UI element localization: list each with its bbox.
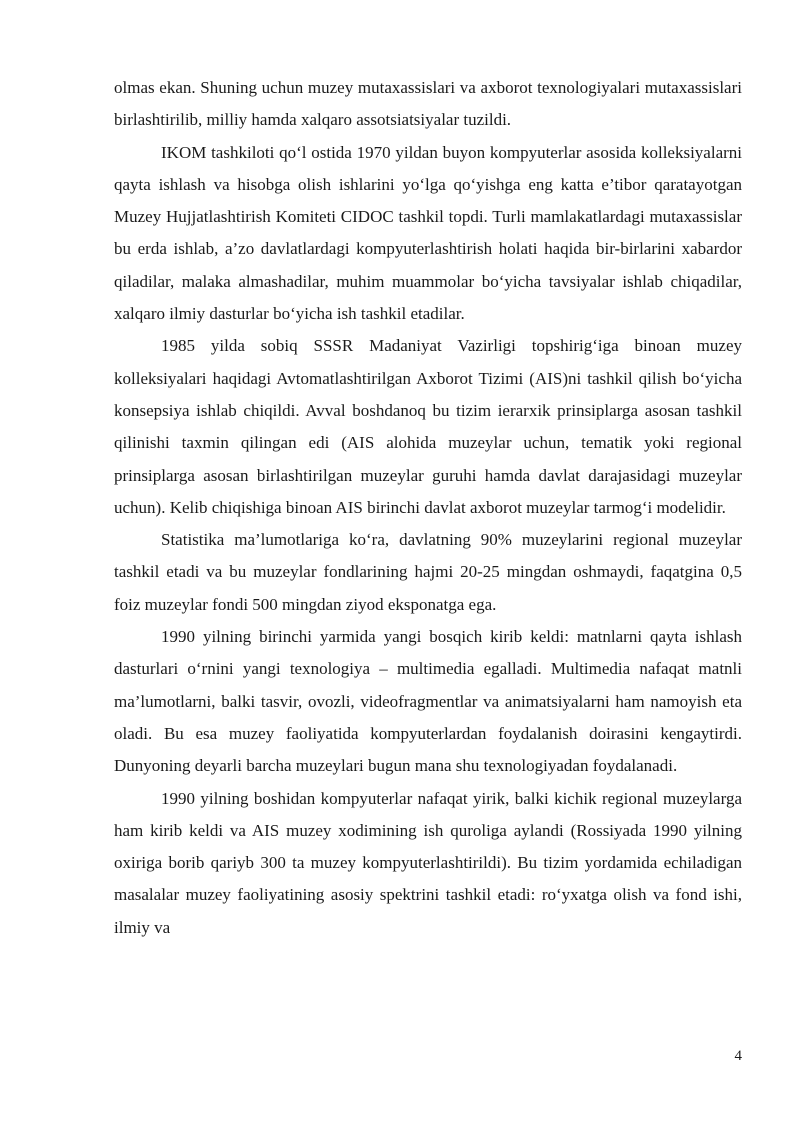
paragraph-1985-ais: 1985 yilda sobiq SSSR Madaniyat Vazirligi topshirig‘iga binoan muzey kolleksiyalari haqidagi Avtomatlashtirilgan Axborot Tizimi (AIS)ni tashkil qilish bo‘yicha konsepsiya ishlab chiqildi. Avval boshdanoq bu tizim ierarxik prinsiplarga asosan tashkil qilinishi taxmin qilingan edi (AIS alohida muzeylar uchun, tematik yoki regional prinsiplarga asosan birlashtirilgan muzeylar guruhi hamda davlat darajasidagi muzeylar uchun). Kelib chiqishiga binoan AIS birinchi davlat axborot muzeylar tarmog‘i modelidir. [114,336,742,517]
page-number: 4 [734,1048,742,1064]
paragraph-continuation: olmas ekan. Shuning uchun muzey mutaxassislari va axborot texnologiyalari mutaxassislari birlashtirilib, milliy hamda xalqaro assotsiatsiyalar tuzildi. [114,78,742,130]
paragraph-statistics: Statistika ma’lumotlariga ko‘ra, davlatning 90% muzeylarini regional muzeylar tashkil etadi va bu muzeylar fondlarining hajmi 20-25 mingdan oshmaydi, faqatgina 0,5 foiz muzeylar fondi 500 mingdan ziyod eksponatga ega. [114,530,742,614]
paragraph-ikom-cidoc: IKOM tashkiloti qo‘l ostida 1970 yildan buyon kompyuterlar asosida kolleksiyalarni qayta ishlash va hisobga olish ishlarini yo‘lga qo‘yishga eng katta e’tibor qaratayotgan Muzey Hujjatlashtirish Komiteti CIDOC tashkil topdi. Turli mamlakatlardagi mutaxassislar bu erda ishlab, a’zo davlatlardagi kompyuterlashtirish holati haqida bir-birlarini xabardor qiladilar, malaka almashadilar, muhim muammolar bo‘yicha tavsiyalar ishlab chiqadilar, xalqaro ilmiy dasturlar bo‘yicha ish tashkil etadilar. [114,142,742,324]
paragraph-1990-regional: 1990 yilning boshidan kompyuterlar nafaqat yirik, balki kichik regional muzeylarga ham kirib keldi va AIS muzey xodimining ish quroliga aylandi (Rossiyada 1990 yilning oxiriga borib qariyb 300 ta muzey kompyuterlashtirildi). Bu tizim yordamida echiladigan masalalar muzey faoliyatining asosiy spektrini tashkil etadi: ro‘yxatga olish va fond ishi, ilmiy va [114,788,742,937]
paragraph-1990-multimedia: 1990 yilning birinchi yarmida yangi bosqich kirib keldi: matnlarni qayta ishlash dasturlari o‘rnini yangi texnologiya – multimedia egalladi. Multimedia nafaqat matnli ma’lumotlarni, balki tasvir, ovozli, videofragmentlar va animatsiyalarni ham namoyish eta oladi. Bu esa muzey faoliyatida kompyuterlardan foydalanish doirasini kengaytirdi. Dunyoning deyarli barcha muzeylari bugun mana shu texnologiyadan foydalanadi. [114,627,742,776]
document-body [114,72,742,944]
